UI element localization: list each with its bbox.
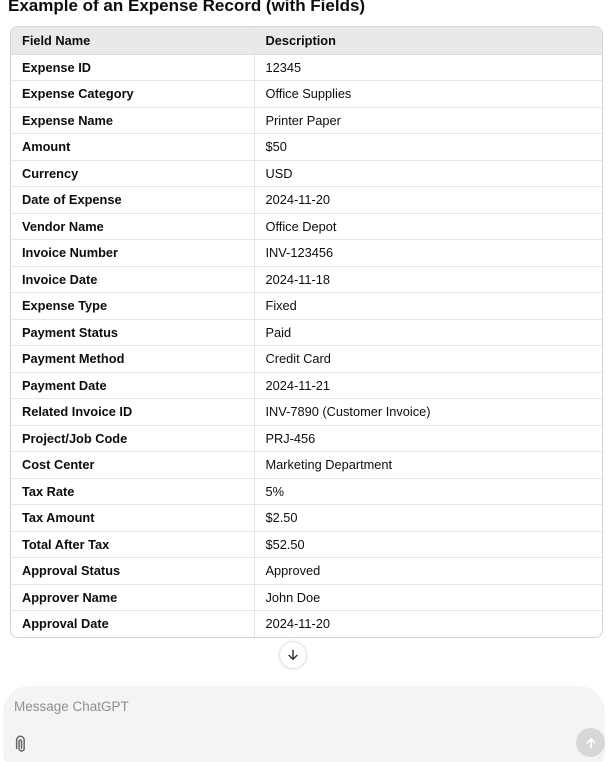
table-row: [11, 531, 602, 558]
description-cell: 12345: [254, 54, 602, 81]
description-cell: $50: [254, 134, 602, 161]
field-name-cell: Approval Date: [22, 616, 109, 632]
field-name-cell: Amount: [11, 134, 254, 161]
message-composer: [3, 686, 605, 762]
description-cell: John Doe: [254, 584, 602, 611]
table-row: [11, 372, 602, 399]
table: [11, 27, 602, 637]
description-cell: Paid: [254, 319, 602, 346]
description-cell: PRJ-456: [254, 425, 602, 452]
description-cell: 2024-11-21: [254, 372, 602, 399]
table-row: [11, 213, 602, 240]
field-name-cell: Expense Name: [11, 107, 254, 134]
table-row: [11, 187, 602, 214]
field-name-cell: Tax Amount: [11, 505, 254, 532]
field-name-cell: Date of Expense: [11, 187, 254, 214]
table-row: [11, 558, 602, 585]
description-cell: $52.50: [254, 531, 602, 558]
table-row: [11, 425, 602, 452]
description-cell: Marketing Department: [254, 452, 602, 479]
table-row: [11, 346, 602, 373]
table-row: [11, 107, 602, 134]
table-row: [11, 134, 602, 161]
field-name-cell: Approval Status: [11, 558, 254, 585]
field-name-cell: Expense Category: [11, 81, 254, 108]
page-title: Example of an Expense Record (with Fields): [8, 0, 366, 15]
message-input[interactable]: Message ChatGPT: [14, 699, 129, 714]
table-row: [11, 319, 602, 346]
table-row: [11, 54, 602, 81]
field-name-cell: Payment Date: [11, 372, 254, 399]
table-header-row: [11, 27, 602, 54]
table-row: [11, 505, 602, 532]
field-name-cell: Project/Job Code: [11, 425, 254, 452]
description-cell: Fixed: [254, 293, 602, 320]
description-cell: INV-123456: [254, 240, 602, 267]
table-row: [11, 266, 602, 293]
table-row: [11, 160, 602, 187]
table-row: [11, 293, 602, 320]
field-name-cell: Payment Method: [11, 346, 254, 373]
paperclip-icon: [10, 734, 31, 755]
description-cell: 2024-11-20: [254, 611, 602, 638]
description-cell: 2024-11-20: [254, 187, 602, 214]
expense-record-table: [10, 26, 603, 638]
field-name-cell: Payment Status: [11, 319, 254, 346]
attach-file-button[interactable]: [6, 730, 34, 758]
description-cell: USD: [254, 160, 602, 187]
table-row: [11, 452, 602, 479]
scroll-to-bottom-button[interactable]: [279, 641, 307, 669]
description-cell: Approved: [254, 558, 602, 585]
description-cell: $2.50: [254, 505, 602, 532]
description-cell: Office Supplies: [254, 81, 602, 108]
description-cell: 5%: [254, 478, 602, 505]
table-row: [11, 478, 602, 505]
field-name-cell: Related Invoice ID: [11, 399, 254, 426]
description-cell: INV-7890 (Customer Invoice): [254, 399, 602, 426]
field-name-cell: Total After Tax: [11, 531, 254, 558]
description-cell: Credit Card: [254, 346, 602, 373]
table-row: [11, 81, 602, 108]
table-row: [11, 399, 602, 426]
description-cell: Office Depot: [254, 213, 602, 240]
field-name-cell: Invoice Number: [11, 240, 254, 267]
send-button[interactable]: [576, 728, 605, 757]
field-name-cell: Tax Rate: [11, 478, 254, 505]
table-row: [11, 584, 602, 611]
field-name-cell: Invoice Date: [11, 266, 254, 293]
arrow-down-icon: [285, 647, 301, 663]
column-header-description: Description: [254, 27, 602, 54]
column-header-field-name: Field Name: [11, 27, 254, 54]
field-name-cell: Expense Type: [11, 293, 254, 320]
field-name-cell: Currency: [11, 160, 254, 187]
field-name-cell: Expense ID: [11, 54, 254, 81]
description-cell: Printer Paper: [254, 107, 602, 134]
arrow-up-icon: [583, 735, 599, 751]
field-name-cell: Vendor Name: [11, 213, 254, 240]
table-row: [11, 611, 602, 638]
description-cell: 2024-11-18: [254, 266, 602, 293]
field-name-cell: Cost Center: [11, 452, 254, 479]
field-name-cell: Approver Name: [11, 584, 254, 611]
table-row: [11, 240, 602, 267]
